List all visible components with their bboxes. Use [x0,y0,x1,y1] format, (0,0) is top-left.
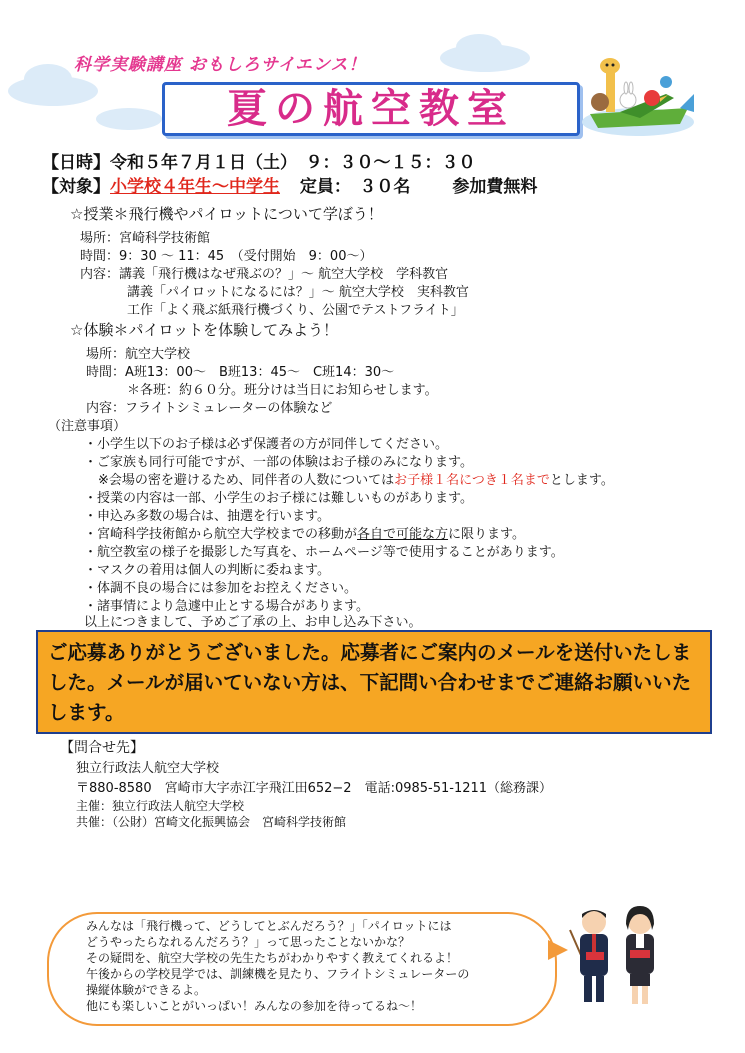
cloud-decoration [456,34,502,60]
experience-time: 時間：A班13：00〜 B班13：45〜 C班14：30〜 [86,365,395,380]
class-heading: ☆授業＊飛行機やパイロットについて学ぼう！ [70,205,383,223]
speech-line: みんなは「飛行機って、どうしてとぶんだろう？」「パイロットには [86,919,452,933]
date-label: 【日時】 [42,153,110,173]
class-place: 場所：宮崎科学技術館 [80,231,211,246]
fee: 参加費無料 [452,177,538,197]
title-box [162,82,580,136]
note-item: ・体調不良の場合には参加をお控えください。 [84,581,358,596]
notice-text: ご応募ありがとうございました。応募者にご案内のメールを送付いたしました。メールが届いていない方は、下記問い合わせまでご連絡お願いいたします。 [48,641,692,724]
note-sub-red: お子様１名につき１名まで [394,473,550,488]
giraffe-head [600,58,620,74]
notes-closing: 以上につきまして、予めご了承の上、お申し込み下さい。 [84,615,422,630]
experience-place: 場所：航空大学校 [86,347,191,362]
notice-box [36,630,712,734]
notes-heading: （注意事項） [48,419,127,434]
note-item: ・航空教室の様子を撮影した写真を、ホームページ等で使用することがあります。 [84,545,564,560]
contact-address: 〒880-8580 宮崎市大字赤江字飛江田652−2 電話:0985-51-1211（総務課） [76,781,553,796]
note-move [84,526,525,543]
note-item: ・小学生以下のお子様は必ず保護者の方が同伴してください。 [84,437,449,452]
class-content-1: 内容：講義「飛行機はなぜ飛ぶの？」〜 航空大学校 学科教官 [80,267,449,282]
target-value: 小学校４年生〜中学生 [110,177,280,197]
target-label: 【対象】 [42,177,110,197]
experience-note: ＊各班：約６０分。班分けは当日にお知らせします。 [127,383,438,398]
capacity: 定員： ３０名 [299,177,411,197]
note-item: ・諸事情により急遽中止とする場合があります。 [84,599,369,614]
cloud-decoration [24,64,72,94]
class-content-3: 工作「よく飛ぶ紙飛行機づくり、公園でテストフライト」 [127,303,464,318]
speech-line: 午後からの学校見学では、訓練機を見たり、フライトシミュレーターの [86,967,470,981]
note-item: ・授業の内容は一部、小学生のお子様には難しいものがあります。 [84,491,473,506]
contact-org: 独立行政法人航空大学校 [76,761,220,776]
note-item: ・マスクの着用は個人の判断に委ねます。 [84,563,330,578]
subtitle: 科学実験講座 おもしろサイエンス！ [74,55,367,75]
experience-heading: ☆体験＊パイロットを体験してみよう！ [70,321,339,339]
page-title: 夏の航空教室 [227,86,515,132]
class-content-2: 講義「パイロットになるには？」〜 航空大学校 実科教官 [127,285,469,300]
male-teacher-book [586,952,604,960]
bear [591,93,609,111]
bird [644,90,660,106]
note-sub-post: とします。 [549,473,614,488]
teachers-illustration [564,900,674,1010]
experience-content: 内容：フライトシミュレーターの体験など [86,401,333,416]
note-move-post: に限ります。 [448,527,525,542]
contact-heading: 【問合せ先】 [60,740,144,756]
bird-blue [660,76,672,88]
speech-line: 操縦体験ができるよ。 [86,983,207,997]
note-move-underlined: 各自で可能な方 [357,527,449,542]
speech-line: その疑問を、航空大学校の先生たちがわかりやすく教えてくれるよ！ [86,951,459,965]
rabbit [620,92,636,108]
date-value: 令和５年７月１日（土） ９：３０〜１５：３０ [110,153,476,173]
cloud-decoration [96,108,162,130]
speech-line: 他にも楽しいことがいっぱい！みんなの参加を待ってるね〜！ [86,999,423,1013]
speech-line: どうやったらなれるんだろう？」って思ったことないかな？ [86,935,411,949]
airplane-animals-illustration [580,42,698,146]
note-sub-pre: ※会場の密を避けるため、同伴者の人数については [98,473,395,488]
date-row [42,148,476,173]
contact-cohost: 共催：（公財）宮崎文化振興協会 宮崎科学技術館 [76,815,347,829]
note-item: ・申込み多数の場合は、抽選を行います。 [84,509,330,524]
female-teacher-book [630,950,650,958]
note-move-pre: ・宮崎科学技術館から航空大学校までの移動が [84,527,358,542]
note-item: ・ご家族も同行可能ですが、一部の体験はお子様のみになります。 [84,455,473,470]
contact-host: 主催：独立行政法人航空大学校 [76,799,245,813]
note-sub [98,472,614,489]
class-time: 時間：9：30 〜 11：45 （受付開始 9：00〜） [80,249,373,264]
target-row [42,172,537,197]
